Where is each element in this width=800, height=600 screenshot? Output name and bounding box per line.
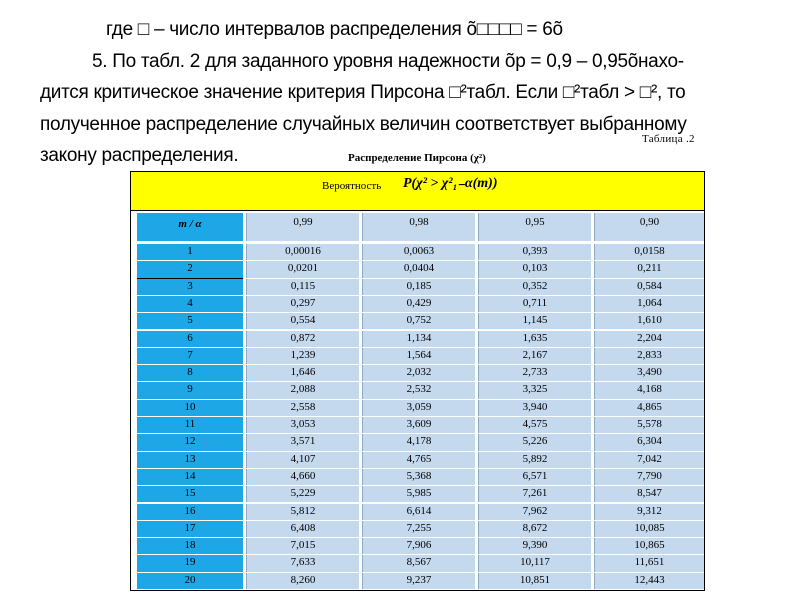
value-cell: 3,490 [594,365,704,381]
table-row [131,504,704,521]
value-cell: 7,962 [478,504,591,520]
value-cell: 1,145 [478,313,591,329]
value-cell: 6,614 [362,504,475,520]
value-cell: 0,115 [246,279,359,295]
row-m-cell: 6 [137,331,243,347]
row-m-cell: 12 [137,434,243,450]
value-cell: 1,564 [362,348,475,364]
value-cell: 4,575 [478,417,591,433]
value-cell: 2,733 [478,365,591,381]
value-cell: 0,0201 [246,261,359,277]
table-row [131,434,704,451]
value-cell: 9,312 [594,504,704,520]
column-header-cell: 0,99 [246,213,359,241]
text-line-4: полученное распределение случайных величин соответствует выбранному [40,113,687,135]
value-cell: 5,812 [246,504,359,520]
text-line-3: дится критическое значение критерия Пирсона □²табл. Если □²табл > □², то [40,82,686,103]
value-cell: 0,00016 [246,244,359,260]
row-m-cell: 14 [137,469,243,485]
value-cell: 4,865 [594,400,704,416]
value-cell: 10,117 [478,555,591,571]
table-row [131,400,704,417]
row-m-cell: 11 [137,417,243,433]
value-cell: 7,015 [246,538,359,554]
row-m-cell: 2 [137,261,243,278]
value-cell: 4,178 [362,434,475,450]
table-row [131,486,704,503]
row-m-cell: 15 [137,486,243,502]
value-cell: 5,368 [362,469,475,485]
probability-header [131,172,704,211]
value-cell: 1,064 [594,296,704,312]
value-cell: 3,053 [246,417,359,433]
row-m-cell: 5 [137,313,243,329]
table-row [131,313,704,330]
value-cell: 1,635 [478,331,591,347]
row-m-cell: 7 [137,348,243,364]
value-cell: 4,765 [362,452,475,468]
row-m-cell: 8 [137,365,243,381]
row-m-cell: 16 [137,504,243,520]
value-cell: 3,325 [478,382,591,398]
value-cell: 7,906 [362,538,475,554]
value-cell: 0,584 [594,279,704,295]
value-cell: 7,790 [594,469,704,485]
value-cell: 0,393 [478,244,591,260]
value-cell: 0,297 [246,296,359,312]
row-m-cell: 17 [137,521,243,537]
probability-formula: P(χ² > χ²₁₋α(m)) [403,176,498,191]
value-cell: 2,088 [246,382,359,398]
value-cell: 8,672 [478,521,591,537]
value-cell: 6,571 [478,469,591,485]
value-cell: 7,261 [478,486,591,502]
table-row [131,348,704,365]
value-cell: 0,0063 [362,244,475,260]
table-row [131,365,704,382]
value-cell: 9,237 [362,573,475,589]
table-row [131,279,704,296]
row-m-cell: 13 [137,452,243,468]
value-cell: 1,134 [362,331,475,347]
table-row [131,261,704,278]
value-cell: 0,872 [246,331,359,347]
value-cell: 11,651 [594,555,704,571]
value-cell: 2,532 [362,382,475,398]
value-cell: 0,752 [362,313,475,329]
value-cell: 0,103 [478,261,591,277]
table-row [131,573,704,590]
value-cell: 5,226 [478,434,591,450]
value-cell: 7,255 [362,521,475,537]
value-cell: 2,167 [478,348,591,364]
value-cell: 0,429 [362,296,475,312]
text-line-2: 5. По табл. 2 для заданного уровня надежности õp = 0,9 – 0,95õнахо- [92,50,684,72]
value-cell: 8,260 [246,573,359,589]
row-m-cell: 3 [137,279,243,295]
value-cell: 1,610 [594,313,704,329]
value-cell: 5,578 [594,417,704,433]
value-cell: 3,609 [362,417,475,433]
text-line-5: закону распределения. [40,145,239,166]
row-m-cell: 1 [137,244,243,260]
value-cell: 0,352 [478,279,591,295]
value-cell: 1,646 [246,365,359,381]
value-cell: 2,032 [362,365,475,381]
value-cell: 4,168 [594,382,704,398]
table-row [131,331,704,348]
row-m-cell: 19 [137,555,243,571]
table-row [131,417,704,434]
value-cell: 0,554 [246,313,359,329]
column-header-cell: 0,90 [594,213,704,241]
table-row [131,296,704,313]
table-caption: Таблица .2 [642,133,695,145]
table-row [131,452,704,469]
value-cell: 7,633 [246,555,359,571]
probability-label: Вероятность [322,180,382,192]
value-cell: 8,547 [594,486,704,502]
column-header-cell: 0,95 [478,213,591,241]
value-cell: 10,085 [594,521,704,537]
table-row [131,469,704,486]
pearson-table [130,171,705,591]
value-cell: 3,571 [246,434,359,450]
value-cell: 10,865 [594,538,704,554]
table-row [131,538,704,555]
row-m-cell: 18 [137,538,243,554]
value-cell: 7,042 [594,452,704,468]
value-cell: 0,0404 [362,261,475,277]
value-cell: 0,185 [362,279,475,295]
value-cell: 2,204 [594,331,704,347]
table-row [131,555,704,572]
value-cell: 0,711 [478,296,591,312]
table-row [131,382,704,399]
value-cell: 8,567 [362,555,475,571]
value-cell: 2,558 [246,400,359,416]
value-cell: 12,443 [594,573,704,589]
value-cell: 6,304 [594,434,704,450]
row-m-cell: 9 [137,382,243,398]
table-row [131,244,704,261]
value-cell: 1,239 [246,348,359,364]
value-cell: 10,851 [478,573,591,589]
row-m-cell: 20 [137,573,243,589]
value-cell: 4,660 [246,469,359,485]
column-header-row [131,211,704,242]
m-alpha-header: m / α [137,213,243,241]
value-cell: 6,408 [246,521,359,537]
table-row [131,521,704,538]
column-header-cell: 0,98 [362,213,475,241]
value-cell: 4,107 [246,452,359,468]
text-line-1: где □ – число интервалов распределения õ□□□□ = 6õ [106,19,563,40]
value-cell: 9,390 [478,538,591,554]
row-m-cell: 10 [137,400,243,416]
value-cell: 5,985 [362,486,475,502]
table-title: Распределение Пирсона (χ²) [348,152,486,164]
body-text [40,14,780,172]
value-cell: 0,211 [594,261,704,277]
value-cell: 3,059 [362,400,475,416]
value-cell: 0,0158 [594,244,704,260]
value-cell: 5,892 [478,452,591,468]
row-m-cell: 4 [137,296,243,312]
value-cell: 3,940 [478,400,591,416]
value-cell: 5,229 [246,486,359,502]
value-cell: 2,833 [594,348,704,364]
